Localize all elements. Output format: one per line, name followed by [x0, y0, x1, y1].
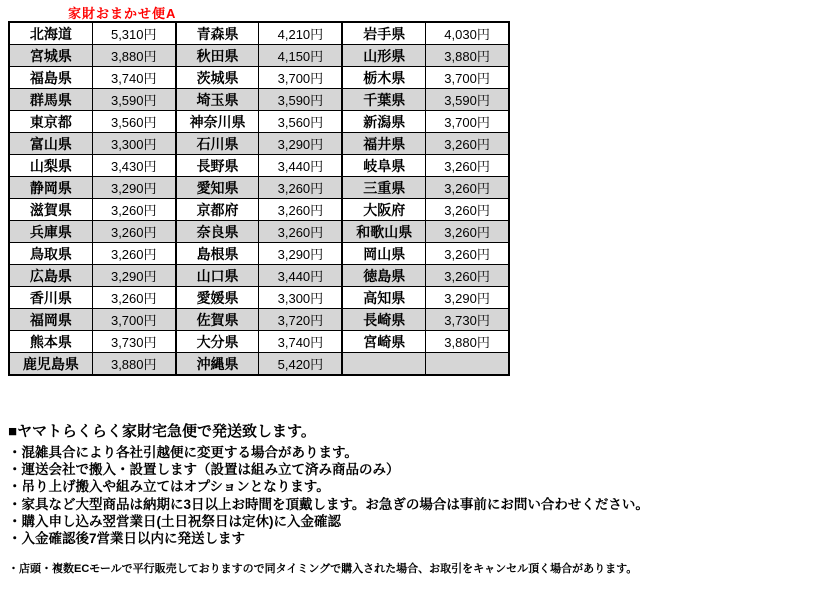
price-cell: 4,150円 — [259, 45, 342, 67]
price-cell: 3,260円 — [426, 265, 509, 287]
price-cell: 3,260円 — [426, 155, 509, 177]
price-cell: 3,560円 — [259, 111, 342, 133]
prefecture-cell: 岡山県 — [342, 243, 425, 265]
price-cell: 3,590円 — [92, 89, 175, 111]
price-cell: 3,300円 — [259, 287, 342, 309]
prefecture-cell: 神奈川県 — [176, 111, 259, 133]
table-row — [9, 221, 509, 243]
price-cell: 3,700円 — [92, 309, 175, 331]
notes-list — [8, 444, 649, 547]
table-row — [9, 89, 509, 111]
table-row — [9, 67, 509, 89]
prefecture-cell: 山梨県 — [9, 155, 92, 177]
table-row — [9, 309, 509, 331]
price-cell: 4,210円 — [259, 22, 342, 45]
prefecture-cell: 鹿児島県 — [9, 353, 92, 376]
price-cell: 3,260円 — [92, 199, 175, 221]
table-row — [9, 22, 509, 45]
price-cell: 3,590円 — [426, 89, 509, 111]
table-row — [9, 287, 509, 309]
table-row — [9, 155, 509, 177]
prefecture-cell: 岐阜県 — [342, 155, 425, 177]
price-cell: 3,720円 — [259, 309, 342, 331]
prefecture-cell: 高知県 — [342, 287, 425, 309]
prefecture-cell: 和歌山県 — [342, 221, 425, 243]
price-cell: 3,260円 — [259, 199, 342, 221]
prefecture-cell: 京都府 — [176, 199, 259, 221]
price-cell: 3,260円 — [426, 243, 509, 265]
price-cell — [426, 353, 509, 376]
prefecture-cell: 栃木県 — [342, 67, 425, 89]
note-item: ・購入申し込み翌営業日(土日祝祭日は定休)に入金確認 — [8, 513, 341, 529]
prefecture-cell: 長崎県 — [342, 309, 425, 331]
table-row — [9, 353, 509, 376]
price-cell: 3,740円 — [92, 67, 175, 89]
prefecture-cell: 長野県 — [176, 155, 259, 177]
price-cell: 3,700円 — [426, 67, 509, 89]
price-cell: 3,260円 — [92, 221, 175, 243]
price-cell: 5,310円 — [92, 22, 175, 45]
prefecture-cell: 茨城県 — [176, 67, 259, 89]
prefecture-cell: 石川県 — [176, 133, 259, 155]
price-cell: 3,740円 — [259, 331, 342, 353]
price-cell: 3,260円 — [92, 287, 175, 309]
price-cell: 3,880円 — [426, 45, 509, 67]
price-cell: 3,260円 — [259, 221, 342, 243]
table-title: 家財おまかせ便A — [68, 6, 177, 21]
price-cell: 3,430円 — [92, 155, 175, 177]
prefecture-cell: 東京都 — [9, 111, 92, 133]
prefecture-cell: 熊本県 — [9, 331, 92, 353]
prefecture-cell: 福島県 — [9, 67, 92, 89]
prefecture-cell: 青森県 — [176, 22, 259, 45]
prefecture-cell: 福岡県 — [9, 309, 92, 331]
price-cell: 3,730円 — [426, 309, 509, 331]
note-item: ・混雑具合により各社引越便に変更する場合があります。 — [8, 445, 358, 460]
table-row — [9, 265, 509, 287]
prefecture-cell: 静岡県 — [9, 177, 92, 199]
prefecture-cell: 山口県 — [176, 265, 259, 287]
prefecture-cell: 宮城県 — [9, 45, 92, 67]
prefecture-cell: 山形県 — [342, 45, 425, 67]
prefecture-cell: 広島県 — [9, 265, 92, 287]
table-row — [9, 111, 509, 133]
table-row — [9, 133, 509, 155]
prefecture-cell: 鳥取県 — [9, 243, 92, 265]
price-cell: 3,290円 — [259, 133, 342, 155]
price-cell: 3,260円 — [259, 177, 342, 199]
prefecture-cell: 兵庫県 — [9, 221, 92, 243]
prefecture-cell: 大分県 — [176, 331, 259, 353]
prefecture-cell: 三重県 — [342, 177, 425, 199]
prefecture-cell — [342, 353, 425, 376]
prefecture-cell: 群馬県 — [9, 89, 92, 111]
note-item: ・入金確認後7営業日以内に発送します — [8, 531, 246, 547]
table-row — [9, 243, 509, 265]
price-cell: 3,590円 — [259, 89, 342, 111]
prefecture-cell: 北海道 — [9, 22, 92, 45]
price-cell: 3,700円 — [426, 111, 509, 133]
prefecture-cell: 大阪府 — [342, 199, 425, 221]
prefecture-cell: 徳島県 — [342, 265, 425, 287]
shipping-method-heading: ■ヤマトらくらく家財宅急便で発送致します。 — [8, 423, 316, 440]
price-cell: 3,880円 — [426, 331, 509, 353]
price-cell: 3,440円 — [259, 265, 342, 287]
prefecture-cell: 千葉県 — [342, 89, 425, 111]
prefecture-cell: 奈良県 — [176, 221, 259, 243]
price-cell: 3,700円 — [259, 67, 342, 89]
table-row — [9, 45, 509, 67]
price-cell: 5,420円 — [259, 353, 342, 376]
price-cell: 4,030円 — [426, 22, 509, 45]
prefecture-cell: 愛媛県 — [176, 287, 259, 309]
price-cell: 3,290円 — [92, 177, 175, 199]
price-cell: 3,560円 — [92, 111, 175, 133]
prefecture-cell: 福井県 — [342, 133, 425, 155]
price-cell: 3,260円 — [426, 199, 509, 221]
prefecture-cell: 富山県 — [9, 133, 92, 155]
price-cell: 3,440円 — [259, 155, 342, 177]
prefecture-cell: 香川県 — [9, 287, 92, 309]
prefecture-cell: 埼玉県 — [176, 89, 259, 111]
price-cell: 3,290円 — [426, 287, 509, 309]
prefecture-cell: 佐賀県 — [176, 309, 259, 331]
price-cell: 3,290円 — [92, 265, 175, 287]
shipping-fee-table — [8, 21, 510, 376]
shipping-fee-table-body — [9, 22, 509, 375]
prefecture-cell: 島根県 — [176, 243, 259, 265]
table-row — [9, 331, 509, 353]
price-cell: 3,260円 — [92, 243, 175, 265]
parallel-sale-footnote: ・店頭・複数ECモールで平行販売しておりますので同タイミングで購入された場合、お取引をキャンセル頂く場合があります。 — [8, 563, 638, 575]
price-cell: 3,260円 — [426, 221, 509, 243]
note-item: ・吊り上げ搬入や組み立てはオプションとなります。 — [8, 479, 330, 495]
price-cell: 3,880円 — [92, 45, 175, 67]
prefecture-cell: 新潟県 — [342, 111, 425, 133]
prefecture-cell: 秋田県 — [176, 45, 259, 67]
prefecture-cell: 滋賀県 — [9, 199, 92, 221]
prefecture-cell: 愛知県 — [176, 177, 259, 199]
price-cell: 3,730円 — [92, 331, 175, 353]
prefecture-cell: 沖縄県 — [176, 353, 259, 376]
price-cell: 3,300円 — [92, 133, 175, 155]
note-item: ・運送会社で搬入・設置します（設置は組み立て済み商品のみ） — [8, 462, 400, 478]
table-row — [9, 199, 509, 221]
price-cell: 3,260円 — [426, 133, 509, 155]
price-cell: 3,290円 — [259, 243, 342, 265]
price-cell: 3,880円 — [92, 353, 175, 376]
table-row — [9, 177, 509, 199]
prefecture-cell: 岩手県 — [342, 22, 425, 45]
price-cell: 3,260円 — [426, 177, 509, 199]
prefecture-cell: 宮崎県 — [342, 331, 425, 353]
note-item: ・家具など大型商品は納期に3日以上お時間を頂戴します。お急ぎの場合は事前にお問い合わせください。 — [8, 496, 649, 512]
